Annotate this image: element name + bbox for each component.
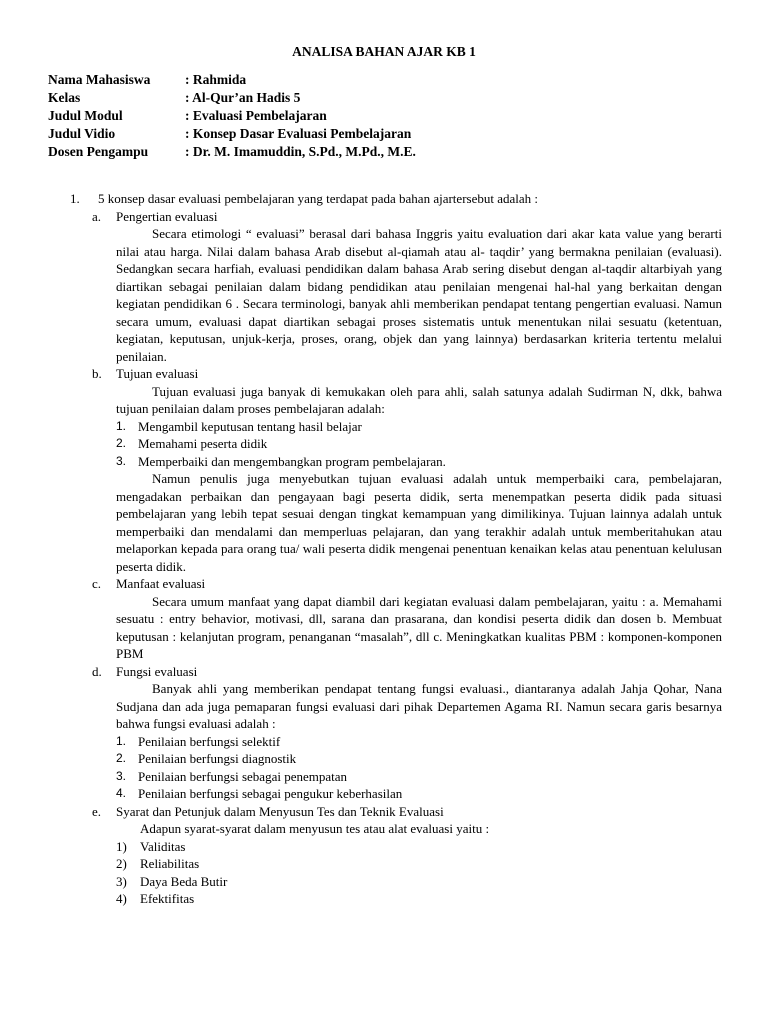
list-text: Efektifitas — [140, 891, 195, 906]
section-heading — [92, 803, 722, 821]
document-body — [70, 190, 722, 908]
section-letter: b. — [92, 366, 102, 381]
list-number: 3. — [116, 453, 127, 468]
section-benefit — [92, 575, 722, 593]
paragraph: Tujuan evaluasi juga banyak di kemukakan oleh para ahli, salah satunya adalah Sudirman N, dkk, bahwa tujuan penilaian dalam proses pembelajaran adalah: — [116, 383, 722, 416]
meta-value: : Al-Qur’an Hadis 5 — [185, 90, 301, 105]
document-title: ANALISA BAHAN AJAR KB 1 — [292, 44, 476, 59]
meta-row-lecturer — [48, 143, 416, 161]
question-text: 5 konsep dasar evaluasi pembelajaran yang terdapat pada bahan ajartersebut adalah : — [98, 191, 538, 206]
list-text: Validitas — [140, 838, 186, 854]
meta-value: : Dr. M. Imamuddin, S.Pd., M.Pd., M.E. — [185, 144, 416, 159]
section-heading — [92, 365, 722, 383]
list-item — [116, 418, 722, 436]
list-number: 3) — [116, 873, 127, 889]
paragraph: Namun penulis juga menyebutkan tujuan evaluasi adalah untuk memperbaiki cara, pembelajaran, mengadakan perbaikan dan pengayaan bagi peserta didik, serta menempatkan peserta didik pada situasi pembelajaran yang lebih tepat sesuai dengan tingkat kemampuan yang dimilikinya. Tujuan lainnya adalah untuk memperbaiki dan mendalami dan memperluas pelajaran, dan yang terakhir adalah untuk memberitahukan atau melaporkan kepada para orang tua/ wali peserta didik mengenai penentuan kenaikan kelas atau penentuan kelulusan peserta didik. — [116, 471, 722, 574]
list-item — [116, 435, 722, 453]
list-text: Reliabilitas — [140, 856, 200, 871]
section-function — [92, 663, 722, 681]
section-letter: c. — [92, 576, 102, 591]
list-number: 1. — [116, 418, 127, 433]
section-heading — [92, 663, 722, 681]
list-number: 3. — [116, 768, 127, 783]
section-definition — [92, 208, 722, 226]
list-number: 1. — [116, 733, 127, 748]
list-text: Memahami peserta didik — [138, 436, 268, 451]
meta-row-name — [48, 71, 416, 89]
meta-row-module — [48, 107, 416, 125]
paragraph: Adapun syarat-syarat dalam menyusun tes atau alat evaluasi yaitu : — [140, 821, 490, 836]
meta-label: Judul Modul — [48, 108, 123, 123]
numbered-list — [116, 418, 722, 471]
section-letter: d. — [92, 663, 102, 679]
student-info — [48, 71, 416, 161]
list-number: 1) — [116, 838, 127, 854]
list-item — [116, 453, 722, 471]
list-item — [116, 838, 722, 856]
list-item — [116, 855, 722, 873]
section-heading — [92, 575, 722, 593]
list-text: Penilaian berfungsi selektif — [138, 733, 281, 749]
list-number: 2. — [116, 436, 127, 450]
section-title: Manfaat evaluasi — [116, 576, 206, 591]
list-number: 2. — [116, 751, 127, 765]
meta-label: Judul Vidio — [48, 126, 116, 141]
numbered-list — [116, 733, 722, 803]
paren-list — [116, 838, 722, 908]
list-item — [116, 768, 722, 786]
list-number: 4. — [116, 786, 127, 800]
list-item — [116, 733, 722, 751]
question — [70, 190, 722, 208]
list-item — [116, 873, 722, 891]
section-heading — [92, 208, 722, 226]
list-number: 2) — [116, 856, 127, 871]
list-text: Daya Beda Butir — [140, 873, 228, 889]
section-requirements — [92, 803, 722, 821]
meta-label: Nama Mahasiswa — [48, 72, 151, 87]
list-item — [116, 750, 722, 768]
meta-value: : Rahmida — [185, 72, 247, 87]
paragraph: Secara etimologi “ evaluasi” berasal dari bahasa Inggris yaitu evaluation dari akar kata value yang berarti nilai atau harga. Nilai dalam bahasa Arab disebut al-qiamah atau al- taqdir’ yang bermakna penilaian (evaluasi). Sedangkan secara harfiah, evaluasi pendidikan dalam bahasa Arab sering disebut dengan al-taqdir altarbiyah yang diartikan sebagai penilaian dalam bidang pendidikan atau penilaian mengenai hal-hal yang berkaitan dengan kegiatan pendidikan 6 . Secara terminologi, banyak ahli memberikan pendapat tentang pengertian evaluasi. Namun secara umum, evaluasi dapat diartikan sebagai proses sistematis untuk menentukan nilai sesuatu (ketentuan, kegiatan, keputusan, unjuk-kerja, proses, orang, objek dan yang lainnya) berdasarkan kriteria tertentu melalui penilaian. — [116, 226, 722, 364]
question-number: 1. — [70, 191, 80, 206]
section-title: Pengertian evaluasi — [116, 208, 218, 224]
section-title: Syarat dan Petunjuk dalam Menyusun Tes dan Teknik Evaluasi — [116, 803, 444, 819]
meta-row-video — [48, 125, 416, 143]
list-item — [116, 785, 722, 803]
paragraph: Banyak ahli yang memberikan pendapat tentang fungsi evaluasi., diantaranya adalah Jahja Qohar, Nana Sudjana dan ada juga pemaparan fungsi evaluasi dari pihak Departemen Agama RI. Namun secara garis besarnya bahwa fungsi evaluasi adalah : — [116, 681, 722, 731]
list-text: Mengambil keputusan tentang hasil belajar — [138, 418, 362, 434]
list-text: Memperbaiki dan mengembangkan program pembelajaran. — [138, 453, 446, 469]
section-letter: a. — [92, 208, 102, 224]
section-title: Fungsi evaluasi — [116, 663, 198, 679]
meta-value: : Evaluasi Pembelajaran — [185, 108, 327, 123]
list-text: Penilaian berfungsi diagnostik — [138, 751, 297, 766]
paragraph: Secara umum manfaat yang dapat diambil dari kegiatan evaluasi dalam pembelajaran, yaitu : a. Memahami sesuatu : entry behavior, motivasi, dll, sarana dan prasarana, dan kondisi peserta didik dan dosen b. Membuat keputusan : kelanjutan program, penanganan “masalah”, dll c. Meningkatkan kualitas PBM : komponen-komponen PBM — [116, 593, 722, 661]
meta-label: Dosen Pengampu — [48, 144, 149, 159]
section-letter: e. — [92, 803, 102, 819]
list-text: Penilaian berfungsi sebagai penempatan — [138, 768, 348, 784]
meta-row-class — [48, 89, 416, 107]
list-text: Penilaian berfungsi sebagai pengukur keberhasilan — [138, 786, 403, 801]
list-item — [116, 890, 722, 908]
meta-label: Kelas — [48, 90, 81, 105]
list-number: 4) — [116, 891, 127, 906]
section-purpose — [92, 365, 722, 383]
meta-value: : Konsep Dasar Evaluasi Pembelajaran — [185, 126, 412, 141]
section-title: Tujuan evaluasi — [116, 366, 199, 381]
